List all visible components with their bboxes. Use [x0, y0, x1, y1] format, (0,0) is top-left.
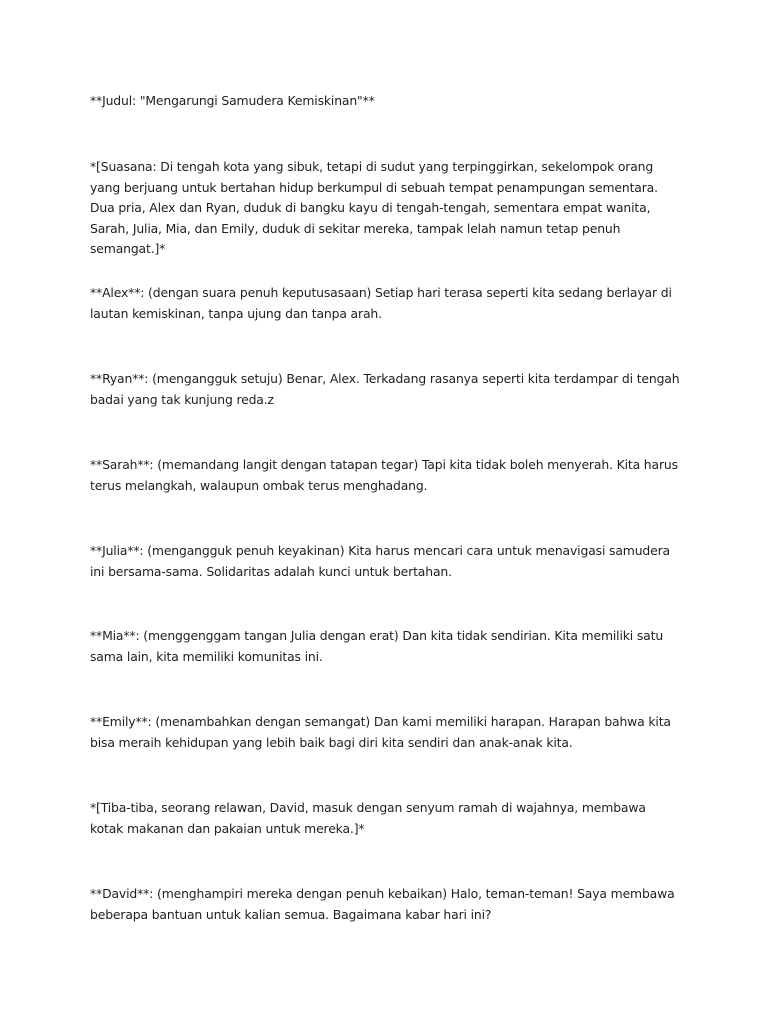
scene-direction-david: *[Tiba-tiba, seorang relawan, David, masuk dengan senyum ramah di wajahnya, membawa kotak makanan dan pakaian untuk mereka.]* [90, 800, 646, 836]
dialogue-julia: **Julia**: (mengangguk penuh keyakinan) Kita harus mencari cara untuk menavigasi samudera ini bersama-sama. Solidaritas adalah kunci untuk bertahan. [90, 543, 670, 579]
dialogue-ryan: **Ryan**: (mengangguk setuju) Benar, Alex. Terkadang rasanya seperti kita terdampar di tengah badai yang tak kunjung reda.z [90, 371, 680, 407]
script-title: **Judul: "Mengarungi Samudera Kemiskinan"** [90, 93, 375, 108]
dialogue-sarah: **Sarah**: (memandang langit dengan tatapan tegar) Tapi kita tidak boleh menyerah. Kita harus terus melangkah, walaupun ombak terus menghadang. [90, 457, 678, 493]
dialogue-david: **David**: (menghampiri mereka dengan penuh kebaikan) Halo, teman-teman! Saya membawa beberapa bantuan untuk kalian semua. Bagaimana kabar hari ini? [90, 886, 675, 922]
dialogue-mia: **Mia**: (menggenggam tangan Julia dengan erat) Dan kita tidak sendirian. Kita memiliki satu sama lain, kita memiliki komunitas ini. [90, 628, 664, 664]
scene-description: *[Suasana: Di tengah kota yang sibuk, tetapi di sudut yang terpinggirkan, sekelompok orang yang berjuang untuk bertahan hidup berkumpul di sebuah tempat penampungan sementara. Dua pria, Alex dan Ryan, duduk di bangku kayu di tengah-tengah, sementara empat wanita, Sarah, Julia, Mia, dan Emily, duduk di sekitar mereka, tampak lelah namun tetap penuh semangat.]* [90, 159, 658, 256]
dialogue-alex: **Alex**: (dengan suara penuh keputusasaan) Setiap hari terasa seperti kita sedang berlayar di lautan kemiskinan, tanpa ujung dan tanpa arah. [90, 285, 672, 321]
dialogue-emily: **Emily**: (menambahkan dengan semangat) Dan kami memiliki harapan. Harapan bahwa kita bisa meraih kehidupan yang lebih baik bagi diri kita sendiri dan anak-anak kita. [90, 714, 671, 750]
